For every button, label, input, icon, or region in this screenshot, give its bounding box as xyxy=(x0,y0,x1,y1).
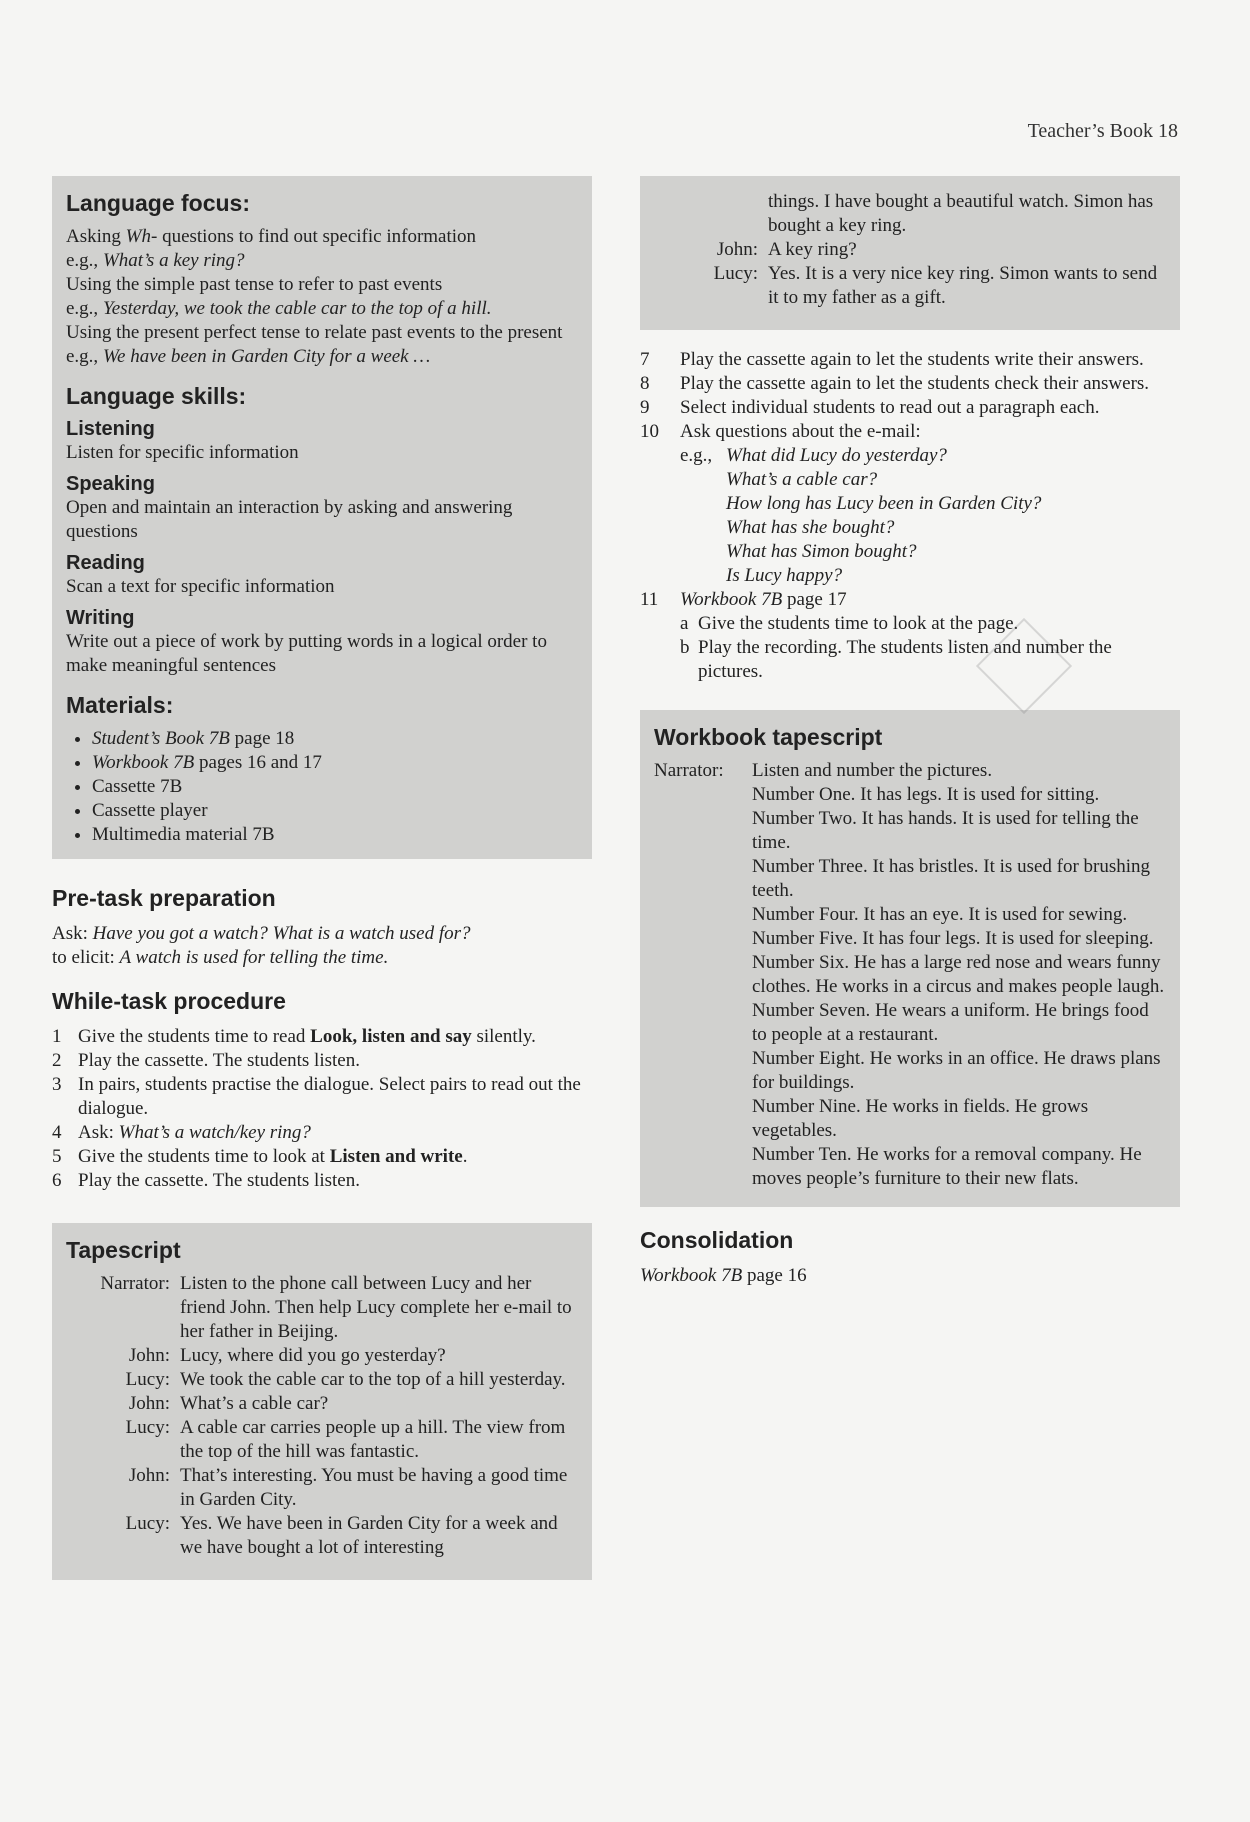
while-task-title: While-task procedure xyxy=(52,988,286,1014)
skill-heading: Speaking xyxy=(66,473,155,495)
steps-continued-list xyxy=(640,348,1180,444)
language-focus-line xyxy=(66,273,578,297)
text-run: We have been in Garden City for a week … xyxy=(102,346,431,367)
sub-step-letter: a xyxy=(680,613,689,634)
skill-heading: Listening xyxy=(66,418,155,440)
narrator-label: Narrator: xyxy=(654,760,724,781)
speaker-label: Narrator: xyxy=(100,1273,170,1294)
consolidation-text xyxy=(640,1264,1180,1288)
material-item xyxy=(92,823,578,847)
language-skills-title: Language skills: xyxy=(66,383,247,409)
text-run: Using the simple past tense to refer to past events xyxy=(66,274,443,295)
question-list xyxy=(680,444,1180,588)
narration-line: Number Two. It has hands. It is used for telling the time. xyxy=(752,808,1139,853)
question-item: What has she bought? xyxy=(726,517,895,538)
language-focus-title: Language focus: xyxy=(66,190,251,216)
dialogue-text: A key ring? xyxy=(768,239,857,260)
step-text: Play the cassette again to let the students write their answers. xyxy=(680,349,1144,370)
text-run: e.g., xyxy=(66,298,103,319)
pre-task-line xyxy=(52,922,592,946)
text-run: Ask: xyxy=(78,1122,119,1143)
consolidation-book: Workbook 7B xyxy=(640,1265,743,1286)
question-row xyxy=(680,444,1180,468)
language-focus-line xyxy=(66,297,578,321)
narration-line: Number Eight. He works in an office. He draws plans for buildings. xyxy=(752,1048,1161,1093)
narration-line: Number Ten. He works for a removal company. He moves people’s furniture to their new flats. xyxy=(752,1144,1142,1189)
skill-heading: Reading xyxy=(66,552,145,574)
text-run: Cassette player xyxy=(92,800,208,821)
text-run: Give the students time to look at xyxy=(78,1146,330,1167)
speaker-label: John: xyxy=(128,1465,170,1486)
step-text xyxy=(78,1169,592,1193)
question-item: What’s a cable car? xyxy=(726,469,878,490)
language-focus-line xyxy=(66,249,578,273)
speaker-label: John: xyxy=(716,239,758,260)
material-item xyxy=(92,727,578,751)
steps-continued xyxy=(640,348,1180,684)
step-text xyxy=(680,588,1180,612)
procedure-step xyxy=(640,348,1180,372)
text-run: Using the present perfect tense to relate past events to the present xyxy=(66,322,563,343)
text-run: Asking xyxy=(66,226,126,247)
language-focus-line xyxy=(66,321,578,345)
step-text xyxy=(78,1025,592,1049)
dialogue-line xyxy=(66,1392,578,1416)
narration-line: Number Seven. He wears a uniform. He brings food to people at a restaurant. xyxy=(752,1000,1149,1045)
right-column xyxy=(640,176,1180,1288)
dialogue-text: That’s interesting. You must be having a good time in Garden City. xyxy=(180,1465,568,1510)
question-prefix: e.g., xyxy=(680,445,713,466)
pre-task-section xyxy=(52,885,592,970)
procedure-step xyxy=(640,372,1180,396)
procedure-step xyxy=(52,1049,592,1073)
dialogue-line xyxy=(66,1272,578,1344)
narration-line: Number Three. It has bristles. It is used for brushing teeth. xyxy=(752,856,1151,901)
workbook-tapescript-title: Workbook tapescript xyxy=(654,724,883,750)
text-run: Yesterday, we took the cable car to the top of a hill. xyxy=(102,298,492,319)
text-run: Multimedia material 7B xyxy=(92,824,275,845)
step-title-italic: Workbook 7B xyxy=(680,589,783,610)
step-number: 3 xyxy=(52,1074,62,1095)
text-run: Wh- xyxy=(125,226,158,247)
dialogue-line xyxy=(654,238,1166,262)
step-title-rest: page 17 xyxy=(782,589,847,610)
text-run: Student’s Book 7B xyxy=(92,728,230,749)
dialogue-text: What’s a cable car? xyxy=(180,1393,329,1414)
question-item: Is Lucy happy? xyxy=(726,565,843,586)
procedure-step xyxy=(52,1121,592,1145)
speaker-label: Lucy: xyxy=(125,1513,170,1534)
material-item xyxy=(92,751,578,775)
dialogue-text: We took the cable car to the top of a hill yesterday. xyxy=(180,1369,566,1390)
step-11 xyxy=(640,588,1180,612)
skill-text: Listen for specific information xyxy=(66,442,299,463)
dialogue-line xyxy=(66,1464,578,1512)
text-run: Give the students time to read xyxy=(78,1026,311,1047)
step-number: 1 xyxy=(52,1026,62,1047)
step-number: 6 xyxy=(52,1170,62,1191)
procedure-step xyxy=(52,1169,592,1193)
step-text: Select individual students to read out a paragraph each. xyxy=(680,397,1100,418)
text-run: Have you got a watch? What is a watch used for? xyxy=(92,923,471,944)
narration-line: Number Six. He has a large red nose and wears funny clothes. He works in a circus and makes people laugh. xyxy=(752,952,1165,997)
procedure-step xyxy=(52,1073,592,1121)
dialogue-text: Yes. It is a very nice key ring. Simon wants to send it to my father as a gift. xyxy=(768,263,1158,308)
step-text xyxy=(78,1073,592,1121)
skill-text: Scan a text for specific information xyxy=(66,576,335,597)
sub-step-text: Give the students time to look at the page. xyxy=(698,613,1019,634)
narration-line: Number Four. It has an eye. It is used for sewing. xyxy=(752,904,1128,925)
speaker-label: John: xyxy=(128,1393,170,1414)
dialogue-line xyxy=(66,1416,578,1464)
pre-task-line xyxy=(52,946,592,970)
language-focus-line xyxy=(66,225,578,249)
consolidation-section xyxy=(640,1227,1180,1288)
sub-step xyxy=(680,636,1180,684)
step-text: Ask questions about the e-mail: xyxy=(680,421,921,442)
tapescript-title: Tapescript xyxy=(66,1237,181,1263)
text-run: Play the cassette. The students listen. xyxy=(78,1170,360,1191)
text-run: Workbook 7B xyxy=(92,752,195,773)
dialogue-line xyxy=(66,1344,578,1368)
while-task-section xyxy=(52,988,592,1193)
text-run: e.g., xyxy=(66,346,103,367)
dialogue-line xyxy=(654,190,1166,238)
step-number: 8 xyxy=(640,373,650,394)
speaker-label: Lucy: xyxy=(713,263,758,284)
text-run: What’s a key ring? xyxy=(102,250,245,271)
procedure-step xyxy=(640,396,1180,420)
skill-text: Open and maintain an interaction by asking and answering questions xyxy=(66,497,513,542)
skill-speaking xyxy=(66,473,578,544)
workbook-tapescript-lines xyxy=(752,759,1166,1191)
text-run: Cassette 7B xyxy=(92,776,183,797)
step-text xyxy=(78,1145,592,1169)
step-number: 7 xyxy=(640,349,650,370)
text-run: Listen and write xyxy=(329,1146,463,1167)
skill-listening xyxy=(66,418,578,465)
skill-reading xyxy=(66,552,578,599)
text-run: page 18 xyxy=(229,728,295,749)
procedure-step xyxy=(52,1025,592,1049)
text-run: What’s a watch/key ring? xyxy=(118,1122,311,1143)
narration-line: Listen and number the pictures. xyxy=(752,760,993,781)
text-run: silently. xyxy=(471,1026,536,1047)
text-run: Look, listen and say xyxy=(310,1026,472,1047)
step-number: 4 xyxy=(52,1122,62,1143)
dialogue-line xyxy=(654,262,1166,310)
language-focus-line xyxy=(66,345,578,369)
text-run: . xyxy=(462,1146,468,1167)
dialogue-text: Listen to the phone call between Lucy and her friend John. Then help Lucy complete her e-mail to her father in Beijing. xyxy=(180,1273,572,1342)
text-run: questions to find out specific information xyxy=(157,226,477,247)
step-number: 2 xyxy=(52,1050,62,1071)
step-text xyxy=(78,1049,592,1073)
pre-task-title: Pre-task preparation xyxy=(52,885,276,911)
materials-list xyxy=(66,727,578,847)
step-number: 9 xyxy=(640,397,650,418)
procedure-step xyxy=(52,1145,592,1169)
step-11-sublist xyxy=(680,612,1180,684)
step-number: 5 xyxy=(52,1146,62,1167)
question-item: What has Simon bought? xyxy=(726,541,917,562)
language-focus-lines xyxy=(66,225,578,369)
question-item: How long has Lucy been in Garden City? xyxy=(726,493,1042,514)
sub-step-letter: b xyxy=(680,637,690,658)
speaker-label xyxy=(654,190,768,238)
step-text: Play the cassette again to let the students check their answers. xyxy=(680,373,1150,394)
text-run: Ask: xyxy=(52,923,93,944)
dialogue-line xyxy=(66,1512,578,1560)
pre-task-lines xyxy=(52,922,592,970)
tapescript-box xyxy=(52,1223,592,1580)
text-run: to elicit: xyxy=(52,947,120,968)
narration-line: Number One. It has legs. It is used for sitting. xyxy=(752,784,1100,805)
step-number: 10 xyxy=(640,421,659,442)
step-number: 11 xyxy=(640,589,659,610)
speaker-label: Lucy: xyxy=(125,1369,170,1390)
dialogue-text: A cable car carries people up a hill. The view from the top of the hill was fantastic. xyxy=(180,1417,566,1462)
procedure-step xyxy=(640,420,1180,444)
materials-title: Materials: xyxy=(66,692,174,718)
material-item xyxy=(92,775,578,799)
sub-step xyxy=(680,612,1180,636)
step-text xyxy=(78,1121,592,1145)
while-task-steps xyxy=(52,1025,592,1193)
page-header: Teacher’s Book 18 xyxy=(1027,120,1178,142)
consolidation-page: page 16 xyxy=(742,1265,807,1286)
material-item xyxy=(92,799,578,823)
text-run: e.g., xyxy=(66,250,103,271)
dialogue-text: Yes. We have been in Garden City for a week and we have bought a lot of interesting xyxy=(180,1513,558,1558)
skill-heading: Writing xyxy=(66,607,135,629)
skill-writing xyxy=(66,607,578,678)
speaker-label: John: xyxy=(128,1345,170,1366)
text-run: A watch is used for telling the time. xyxy=(119,947,389,968)
skill-text: Write out a piece of work by putting words in a logical order to make meaningful sentences xyxy=(66,631,547,676)
tapescript-continued-lines xyxy=(654,190,1166,310)
speaker-label: Lucy: xyxy=(125,1417,170,1438)
narration-line: Number Five. It has four legs. It is used for sleeping. xyxy=(752,928,1154,949)
dialogue-text: Lucy, where did you go yesterday? xyxy=(180,1345,446,1366)
narration-line: Number Nine. He works in fields. He grows vegetables. xyxy=(752,1096,1089,1141)
workbook-tapescript-box xyxy=(640,710,1180,1207)
consolidation-title: Consolidation xyxy=(640,1227,794,1253)
workbook-tapescript-body xyxy=(654,759,1166,1191)
question-item: What did Lucy do yesterday? xyxy=(726,445,947,466)
sub-step-text: Play the recording. The students listen and number the pictures. xyxy=(698,637,1112,682)
left-column xyxy=(52,176,592,1580)
tapescript-continued-box xyxy=(640,176,1180,330)
text-run: In pairs, students practise the dialogue. Select pairs to read out the dialogue. xyxy=(78,1074,581,1119)
tapescript-lines xyxy=(66,1272,578,1560)
language-box xyxy=(52,176,592,859)
dialogue-text: things. I have bought a beautiful watch. Simon has bought a key ring. xyxy=(768,191,1154,236)
dialogue-line xyxy=(66,1368,578,1392)
text-run: pages 16 and 17 xyxy=(194,752,322,773)
text-run: Play the cassette. The students listen. xyxy=(78,1050,360,1071)
